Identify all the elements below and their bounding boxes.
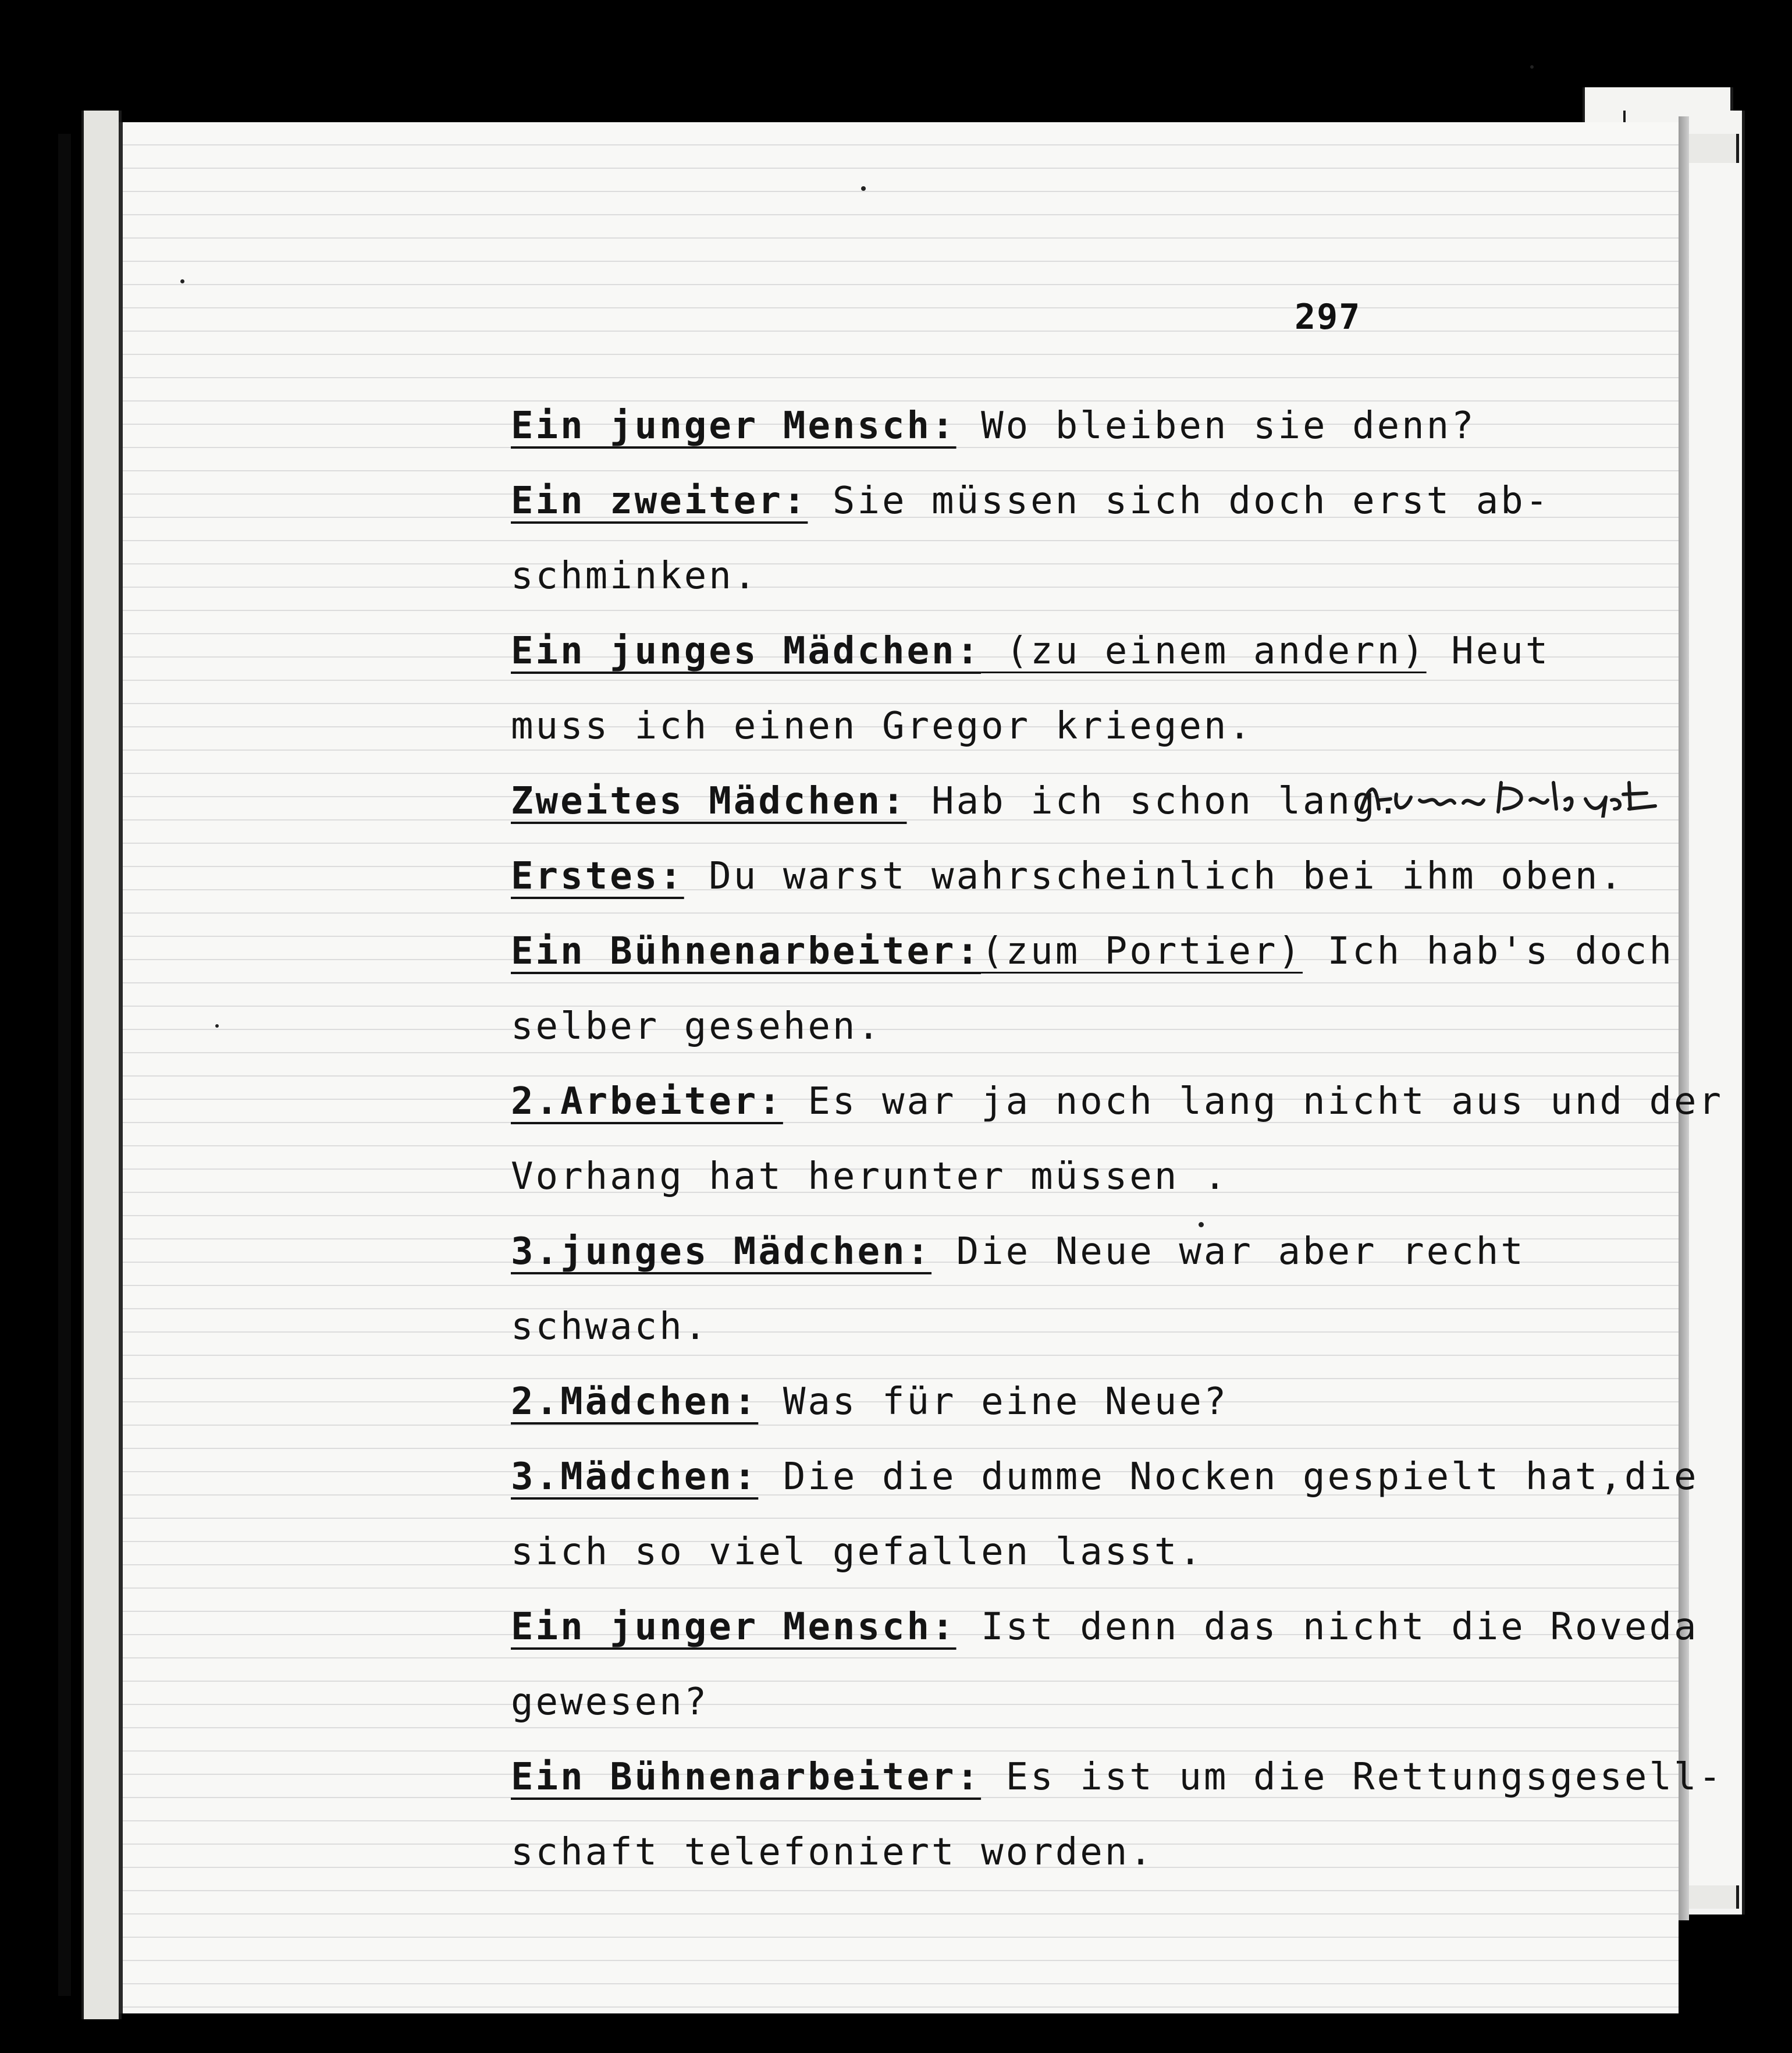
speck xyxy=(180,279,184,283)
script-line xyxy=(511,1155,1229,1198)
stage-direction: (zu einem andern) xyxy=(981,630,1427,673)
dialogue-text: Sie müssen sich doch erst ab- xyxy=(808,479,1551,523)
dialogue-text: schwach. xyxy=(511,1305,709,1348)
speaker-label: Ein junger Mensch: xyxy=(511,404,957,447)
speaker-label: 2.Arbeiter: xyxy=(511,1080,783,1123)
script-line xyxy=(511,1305,709,1348)
script-line xyxy=(511,855,1624,898)
dialogue-text: Heut xyxy=(1426,630,1551,673)
speck xyxy=(215,1024,219,1028)
dialogue-text: Es war ja noch lang nicht aus und der xyxy=(783,1080,1724,1123)
dialogue-text: Die die dumme Nocken gespielt hat,die xyxy=(758,1455,1699,1498)
script-line xyxy=(511,404,1476,447)
script-line xyxy=(511,1005,882,1048)
script-line xyxy=(511,1380,1229,1423)
dialogue-text: Was für eine Neue? xyxy=(758,1380,1229,1423)
speaker-label: Ein Bühnenarbeiter: xyxy=(511,930,982,973)
speaker-label: Ein zweiter: xyxy=(511,479,808,523)
dialogue-text: Ich hab's doch xyxy=(1303,930,1674,973)
speaker-label: Ein junges Mädchen: xyxy=(511,630,982,673)
speaker-label: Erstes: xyxy=(511,855,684,898)
dialogue-text: sich so viel gefallen lasst. xyxy=(511,1530,1204,1574)
dialogue-text: Es ist um die Rettungsgesell- xyxy=(981,1756,1724,1799)
script-line xyxy=(511,555,759,598)
script-line xyxy=(511,1831,1154,1874)
dialogue-text: Vorhang hat herunter müssen . xyxy=(511,1155,1229,1198)
handwritten-annotation xyxy=(1356,777,1658,818)
stage-direction: (zum Portier) xyxy=(981,930,1303,973)
binding-edge xyxy=(58,134,71,1996)
script-line xyxy=(511,1530,1204,1574)
speaker-label: Ein Bühnenarbeiter: xyxy=(511,1756,982,1799)
dialogue-text: gewesen? xyxy=(511,1681,709,1724)
speck xyxy=(1530,65,1534,69)
script-line xyxy=(511,479,1551,523)
script-line xyxy=(511,630,1551,673)
dialogue-text: Die Neue war aber recht xyxy=(931,1230,1526,1273)
speaker-label: 3.Mädchen: xyxy=(511,1455,759,1498)
page-number: 297 xyxy=(1295,297,1361,338)
speck xyxy=(861,186,866,191)
script-line xyxy=(511,1756,1724,1799)
dialogue-text: Du warst wahrscheinlich bei ihm oben. xyxy=(684,855,1624,898)
script-line xyxy=(511,780,1402,823)
speck xyxy=(1199,1222,1204,1227)
dialogue-text: Hab ich schon lang. xyxy=(906,780,1402,823)
dialogue-text: schaft telefoniert worden. xyxy=(511,1831,1154,1874)
script-line xyxy=(511,1681,709,1724)
dialogue-text: Ist denn das nicht die Roveda xyxy=(956,1606,1699,1649)
speaker-label: 3.junges Mädchen: xyxy=(511,1230,932,1273)
speaker-label: 2.Mädchen: xyxy=(511,1380,759,1423)
speaker-label: Ein junger Mensch: xyxy=(511,1606,957,1649)
speaker-label: Zweites Mädchen: xyxy=(511,780,907,823)
script-line xyxy=(511,930,1674,973)
script-line xyxy=(511,1080,1724,1123)
script-line xyxy=(511,1455,1699,1498)
script-line xyxy=(511,1606,1699,1649)
back-sheet xyxy=(81,111,122,2019)
dialogue-text: selber gesehen. xyxy=(511,1005,882,1048)
dialogue-text: muss ich einen Gregor kriegen. xyxy=(511,705,1253,748)
page-fold-shadow xyxy=(1679,116,1689,1920)
script-line xyxy=(511,705,1253,748)
dialogue-text: Wo bleiben sie denn? xyxy=(956,404,1476,447)
dialogue-text: schminken. xyxy=(511,555,759,598)
script-line xyxy=(511,1230,1526,1273)
